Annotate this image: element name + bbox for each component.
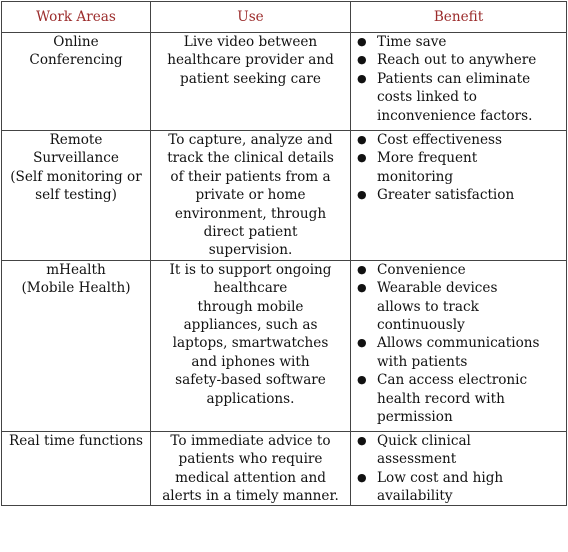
- text-line: To immediate advice to: [170, 432, 331, 449]
- header-row: [2, 2, 567, 33]
- bullet-icon: ●: [357, 470, 367, 484]
- bullet-icon: ●: [357, 133, 367, 146]
- use-cell: [151, 33, 351, 131]
- table-row: [2, 431, 567, 506]
- text-line: alerts in a timely manner.: [162, 488, 339, 505]
- text-line: direct patient: [203, 224, 298, 241]
- text-line: healthcare: [213, 280, 288, 297]
- text-line: It is to support ongoing: [169, 261, 332, 278]
- use-cell: [151, 431, 351, 506]
- text-line: track the clinical details: [167, 150, 334, 167]
- work-area-cell: [2, 131, 151, 261]
- text-line: assessment: [377, 451, 457, 468]
- bullet-icon: ●: [357, 433, 367, 447]
- text-line: Patients can eliminate: [377, 70, 531, 87]
- benefit-cell: [351, 260, 567, 431]
- text-line: Convenience: [377, 261, 466, 278]
- bullet-icon: ●: [357, 336, 367, 350]
- benefit-list: [355, 432, 562, 506]
- benefit-list: [355, 33, 562, 125]
- text-line: continuously: [377, 317, 465, 334]
- text-line: Reach out to anywhere: [377, 52, 537, 69]
- text-line: health record with: [377, 390, 505, 407]
- benefit-item: [355, 149, 562, 186]
- text-line: Cost effectiveness: [377, 132, 502, 148]
- bullet-icon: ●: [357, 71, 367, 85]
- text-line: self testing): [35, 187, 117, 204]
- benefit-cell: [351, 431, 567, 506]
- text-line: with patients: [377, 353, 468, 370]
- text-line: healthcare provider and: [167, 52, 334, 69]
- bullet-icon: ●: [357, 262, 367, 276]
- text-line: Quick clinical: [377, 432, 471, 449]
- text-line: To capture, analyze and: [168, 132, 333, 148]
- text-line: and iphones with: [191, 353, 310, 370]
- text-line: of their patients from a: [170, 168, 331, 185]
- text-line: patient seeking care: [180, 70, 321, 87]
- text-line: Low cost and high: [377, 469, 504, 486]
- bullet-icon: ●: [357, 35, 367, 48]
- text-line: safety-based software: [175, 372, 326, 389]
- text-line: Conferencing: [29, 52, 123, 69]
- use-cell: [151, 131, 351, 261]
- bullet-icon: ●: [357, 151, 367, 165]
- text-line: Live video between: [183, 34, 318, 50]
- table-row: [2, 260, 567, 431]
- text-line: private or home: [195, 187, 306, 204]
- text-line: medical attention and: [175, 469, 326, 486]
- benefit-item: [355, 432, 562, 469]
- benefit-item: [355, 51, 562, 69]
- work-area-cell: [2, 33, 151, 131]
- bullet-icon: ●: [357, 373, 367, 387]
- work-areas-table: [1, 1, 567, 506]
- header-benefit: Benefit: [351, 2, 567, 33]
- bullet-icon: ●: [357, 188, 367, 202]
- text-line: appliances, such as: [183, 317, 318, 334]
- text-line: inconvenience factors.: [377, 107, 533, 124]
- benefit-item: [355, 279, 562, 334]
- benefit-cell: [351, 33, 567, 131]
- benefit-item: [355, 261, 562, 279]
- text-line: Time save: [377, 34, 447, 50]
- text-line: Can access electronic: [377, 372, 528, 389]
- text-line: supervision.: [208, 242, 293, 259]
- text-line: allows to track: [377, 298, 479, 315]
- benefit-list: [355, 261, 562, 427]
- work-area-cell: [2, 260, 151, 431]
- use-cell: [151, 260, 351, 431]
- text-line: More frequent: [377, 150, 478, 167]
- text-line: applications.: [206, 390, 295, 407]
- benefit-item: [355, 469, 562, 506]
- text-line: Greater satisfaction: [377, 187, 515, 204]
- benefit-item: [355, 186, 562, 204]
- text-line: availability: [377, 488, 453, 505]
- text-line: (Self monitoring or: [10, 168, 142, 185]
- text-line: laptops, smartwatches: [172, 335, 329, 352]
- text-line: costs linked to: [377, 89, 477, 106]
- table-row: [2, 33, 567, 131]
- text-line: (Mobile Health): [21, 280, 131, 297]
- header-work-areas: Work Areas: [2, 2, 151, 33]
- table-row: [2, 131, 567, 261]
- text-line: Allows communications: [377, 335, 540, 352]
- text-line: Online: [53, 34, 99, 50]
- text-line: Remote: [49, 132, 103, 148]
- text-line: Wearable devices: [377, 280, 498, 297]
- text-line: Real time functions: [9, 432, 143, 449]
- text-line: environment, through: [174, 205, 327, 222]
- benefit-item: [355, 334, 562, 371]
- bullet-icon: ●: [357, 281, 367, 295]
- text-line: monitoring: [377, 168, 454, 185]
- benefit-cell: [351, 131, 567, 261]
- benefit-item: [355, 33, 562, 51]
- text-line: Surveillance: [33, 150, 119, 167]
- text-line: through mobile: [197, 298, 304, 315]
- benefit-item: [355, 70, 562, 125]
- benefit-item: [355, 371, 562, 426]
- benefit-list: [355, 131, 562, 205]
- bullet-icon: ●: [357, 53, 367, 67]
- text-line: patients who require: [178, 451, 323, 468]
- benefit-item: [355, 131, 562, 149]
- header-use: Use: [151, 2, 351, 33]
- text-line: permission: [377, 409, 453, 426]
- text-line: mHealth: [46, 261, 106, 278]
- work-area-cell: [2, 431, 151, 506]
